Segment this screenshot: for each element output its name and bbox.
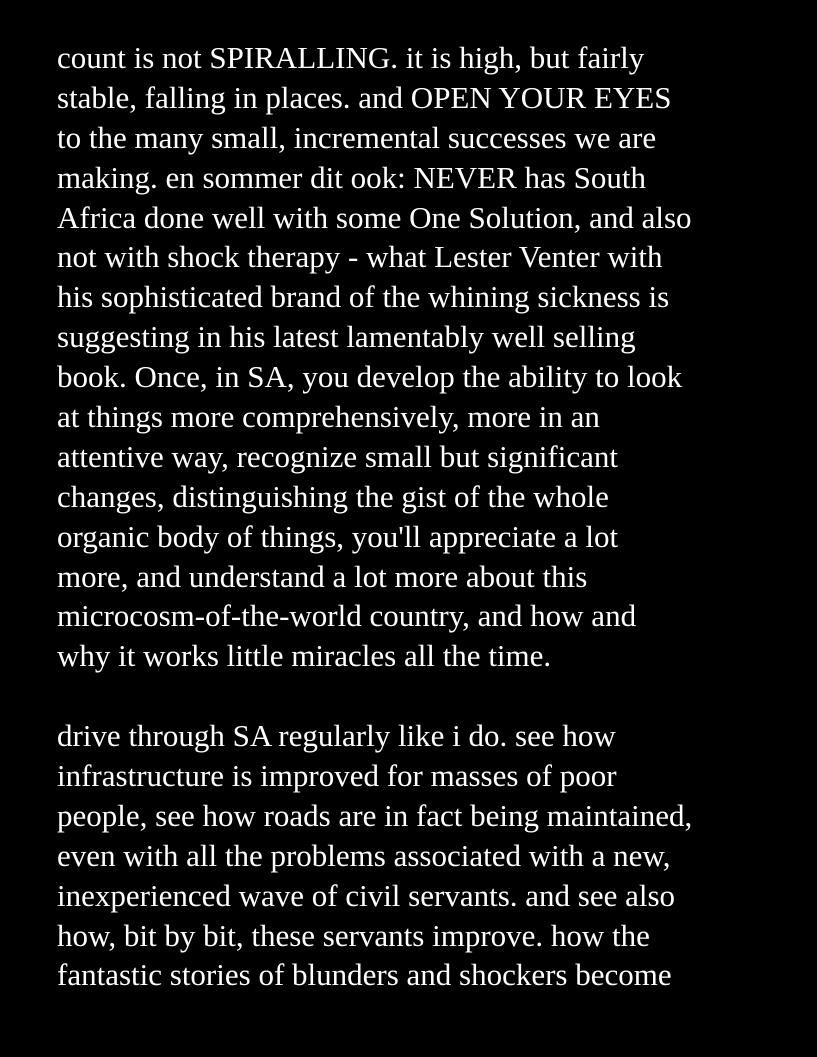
text-line: organic body of things, you'll appreciate a lot: [57, 518, 619, 554]
text-line: to the many small, incremental successes we are: [57, 119, 657, 155]
text-line: even with all the problems associated with a new,: [57, 837, 671, 873]
text-line: making. en sommer dit ook: NEVER has South: [57, 159, 646, 195]
text-line: drive through SA regularly like i do. see how: [57, 718, 616, 754]
text-line: suggesting in his latest lamentably well selling: [57, 319, 636, 355]
document-text: [57, 38, 797, 995]
text-line: people, see how roads are in fact being maintained,: [57, 797, 693, 833]
text-line: at things more comprehensively, more in an: [57, 399, 600, 435]
text-line: Africa done well with some One Solution, and also: [57, 199, 692, 235]
text-line: microcosm-of-the-world country, and how and: [57, 598, 637, 634]
text-line: infrastructure is improved for masses of poor: [57, 758, 617, 794]
text-line: fantastic stories of blunders and shockers become: [57, 957, 672, 993]
text-line: his sophisticated brand of the whining sickness is: [57, 279, 670, 315]
text-line: not with shock therapy - what Lester Venter with: [57, 239, 663, 275]
paragraph-1: [57, 38, 797, 676]
text-line: stable, falling in places. and OPEN YOUR EYES: [57, 79, 672, 115]
paragraph-2: [57, 716, 797, 995]
paragraph-gap: [57, 676, 797, 716]
text-line: count is not SPIRALLING. it is high, but fairly: [57, 40, 645, 75]
text-line: more, and understand a lot more about this: [57, 558, 588, 594]
text-line: inexperienced wave of civil servants. and see also: [57, 877, 676, 913]
text-line: book. Once, in SA, you develop the ability to look: [57, 359, 683, 395]
text-line: attentive way, recognize small but significant: [57, 438, 618, 474]
text-line: why it works little miracles all the time.: [57, 638, 552, 674]
text-line: how, bit by bit, these servants improve. how the: [57, 917, 650, 953]
text-line: changes, distinguishing the gist of the whole: [57, 478, 609, 514]
